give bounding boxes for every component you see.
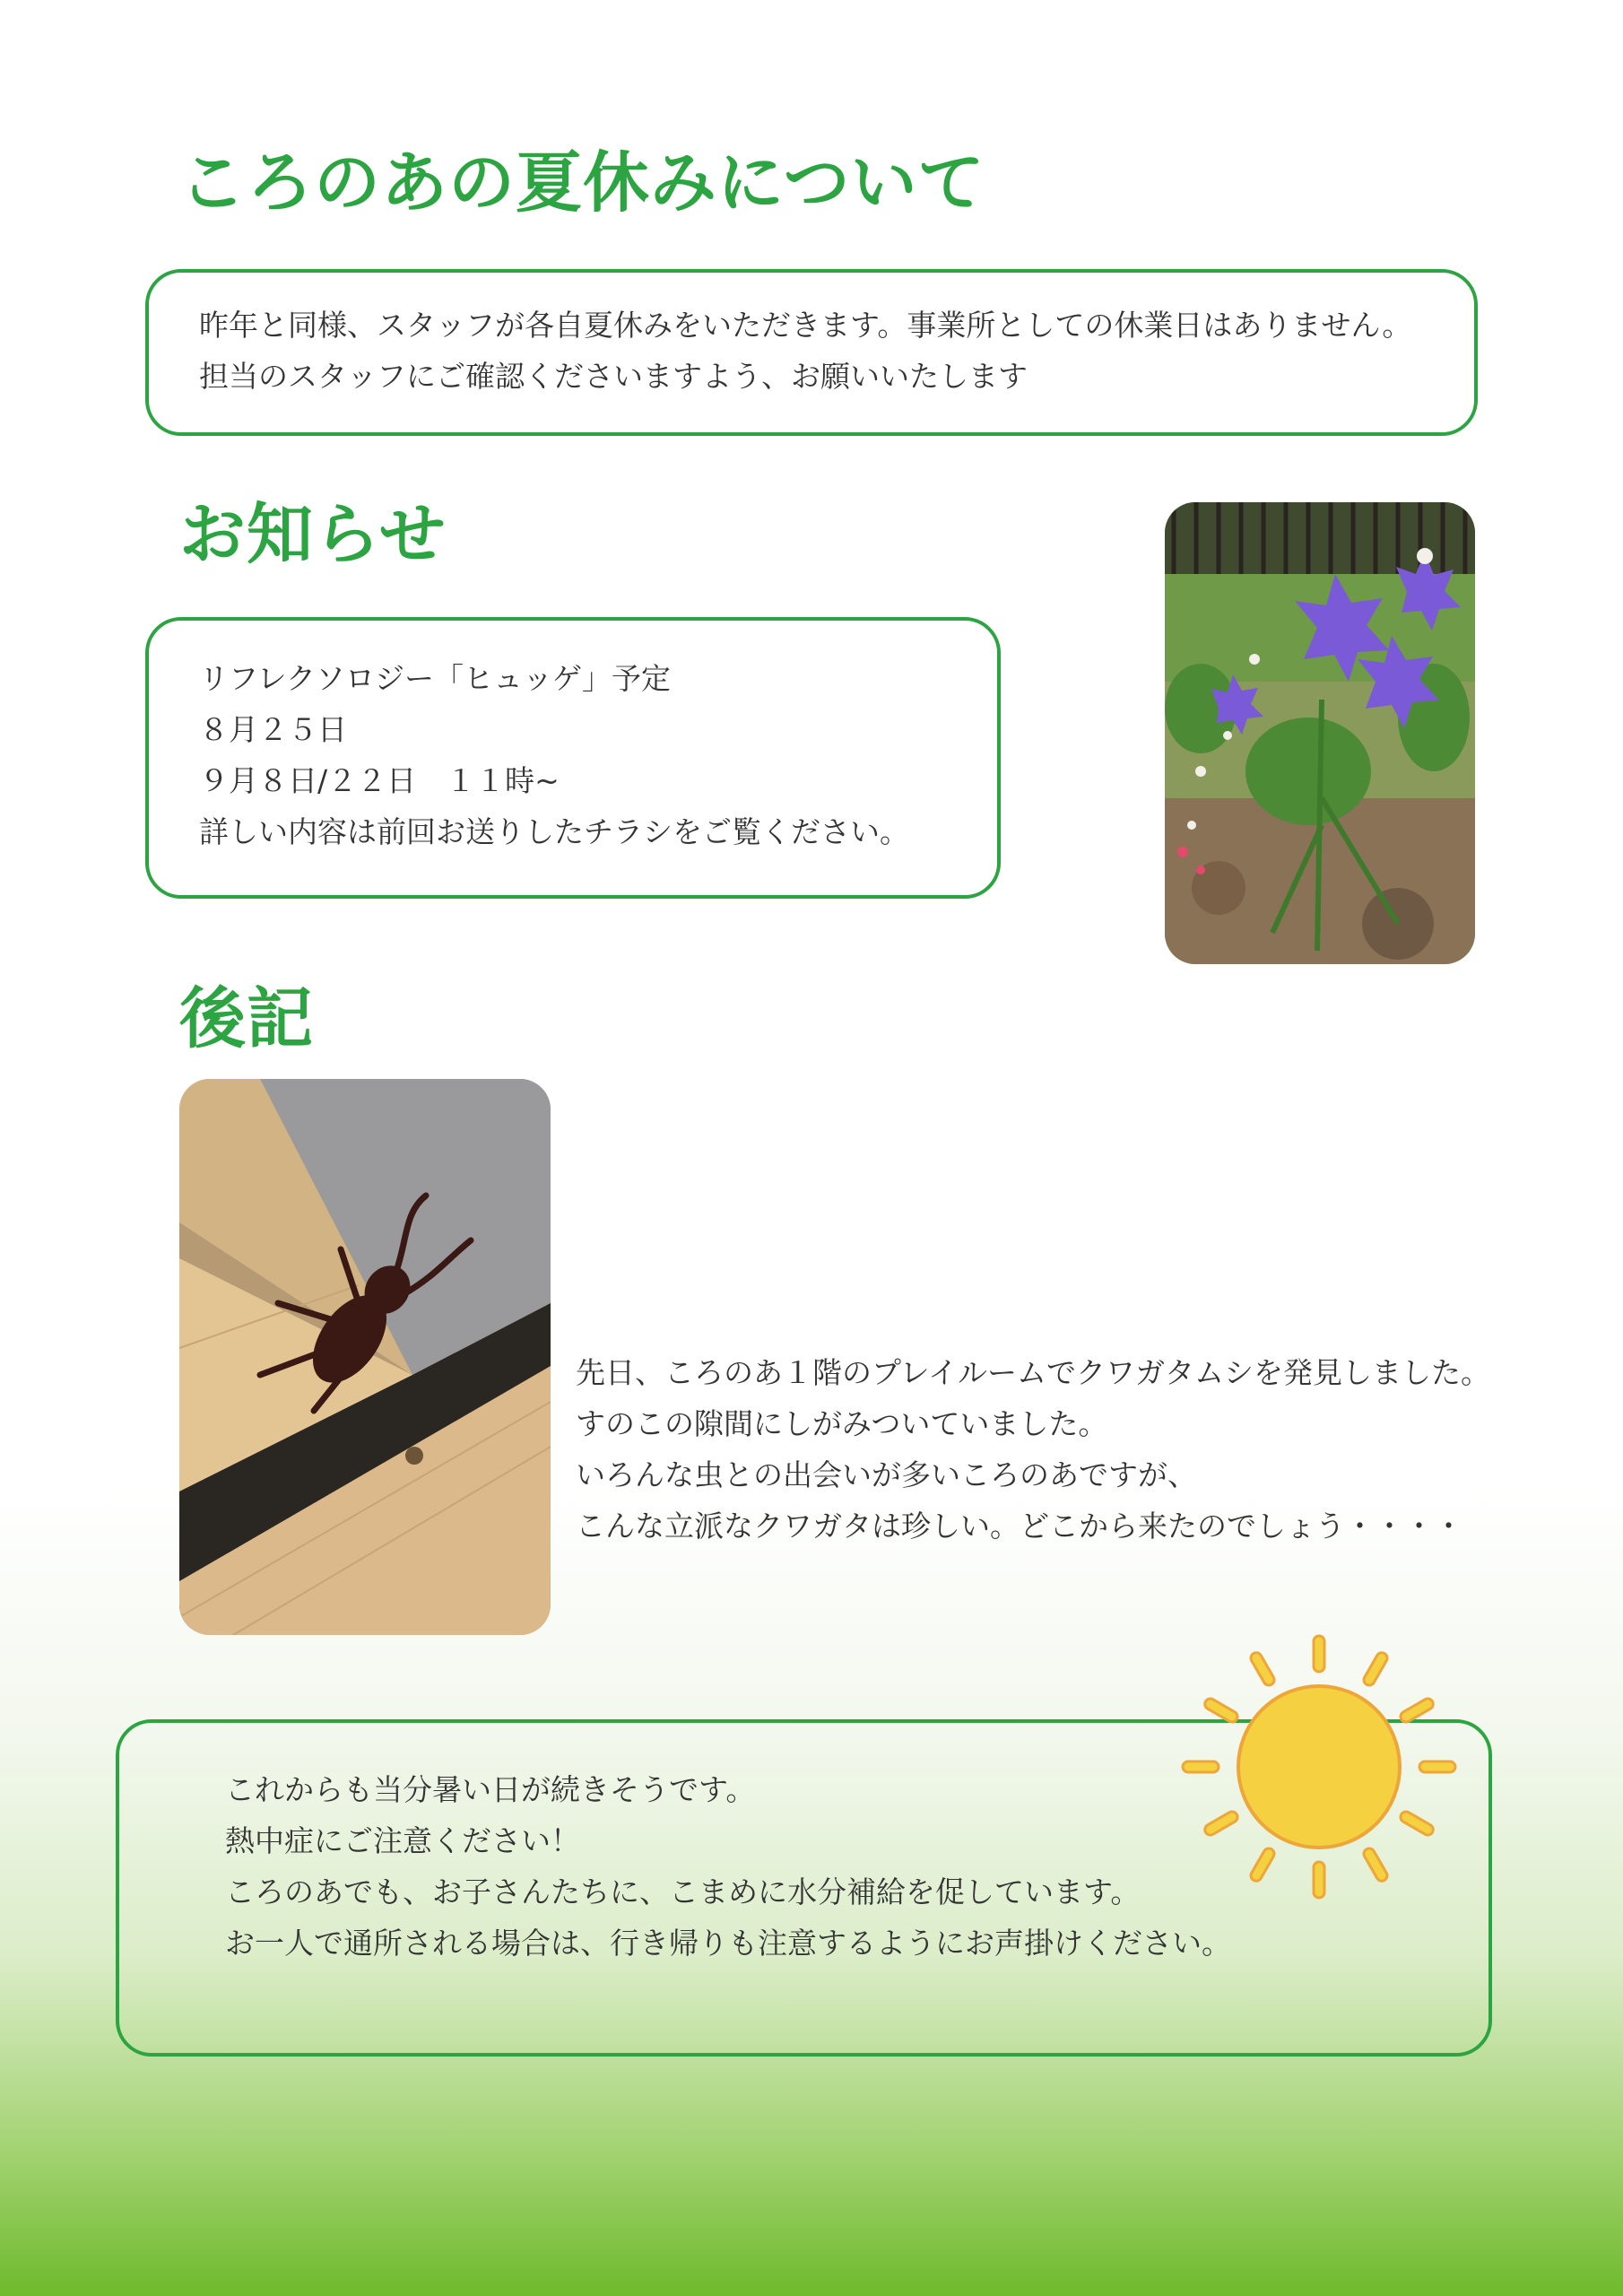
closing-line-3: ころのあでも、お子さんたちに、こまめに水分補給を促しています。	[225, 1874, 1141, 1909]
afterword-line-4: こんな立派なクワガタは珍しい。どこから来たのでしょう・・・・	[576, 1509, 1463, 1544]
summer-info-box	[145, 269, 1478, 436]
summer-line-2: 担当のスタッフにご確認くださいますよう、お願いいたします	[199, 359, 1028, 394]
summer-line-1: 昨年と同様、スタッフが各自夏休みをいただきます。事業所としての休業日はありません。	[199, 308, 1412, 343]
beetle-photo	[179, 1079, 551, 1635]
notice-line-2: ８月２５日	[199, 712, 347, 747]
notice-line-3: ９月８日/２２日 １１時~	[199, 763, 560, 798]
notice-line-1: リフレクソロジー「ヒュッゲ」予定	[199, 661, 672, 696]
afterword-line-3: いろんな虫との出会いが多いころのあですが、	[576, 1457, 1197, 1492]
notice-line-4: 詳しい内容は前回お送りしたチラシをご覧ください。	[199, 814, 909, 849]
afterword-line-2: すのこの隙間にしがみついていました。	[576, 1406, 1108, 1441]
notice-box	[145, 617, 1001, 899]
closing-line-4: お一人で通所される場合は、行き帰りも注意するようにお声掛けください。	[225, 1926, 1231, 1961]
afterword-text	[576, 1347, 1490, 1552]
notice-title: お知らせ	[179, 496, 447, 573]
afterword-line-1: 先日、ころのあ１階のプレイルームでクワガタムシを発見しました。	[576, 1355, 1491, 1390]
closing-line-2: 熱中症にご注意ください！	[225, 1823, 580, 1858]
summer-title: ころのあの夏休みについて	[179, 144, 985, 222]
flower-photo	[1165, 502, 1475, 964]
afterword-title: 後記	[179, 980, 314, 1057]
sun-icon	[1179, 1632, 1459, 1901]
closing-line-1: これからも当分暑い日が続きそうです。	[225, 1772, 756, 1807]
